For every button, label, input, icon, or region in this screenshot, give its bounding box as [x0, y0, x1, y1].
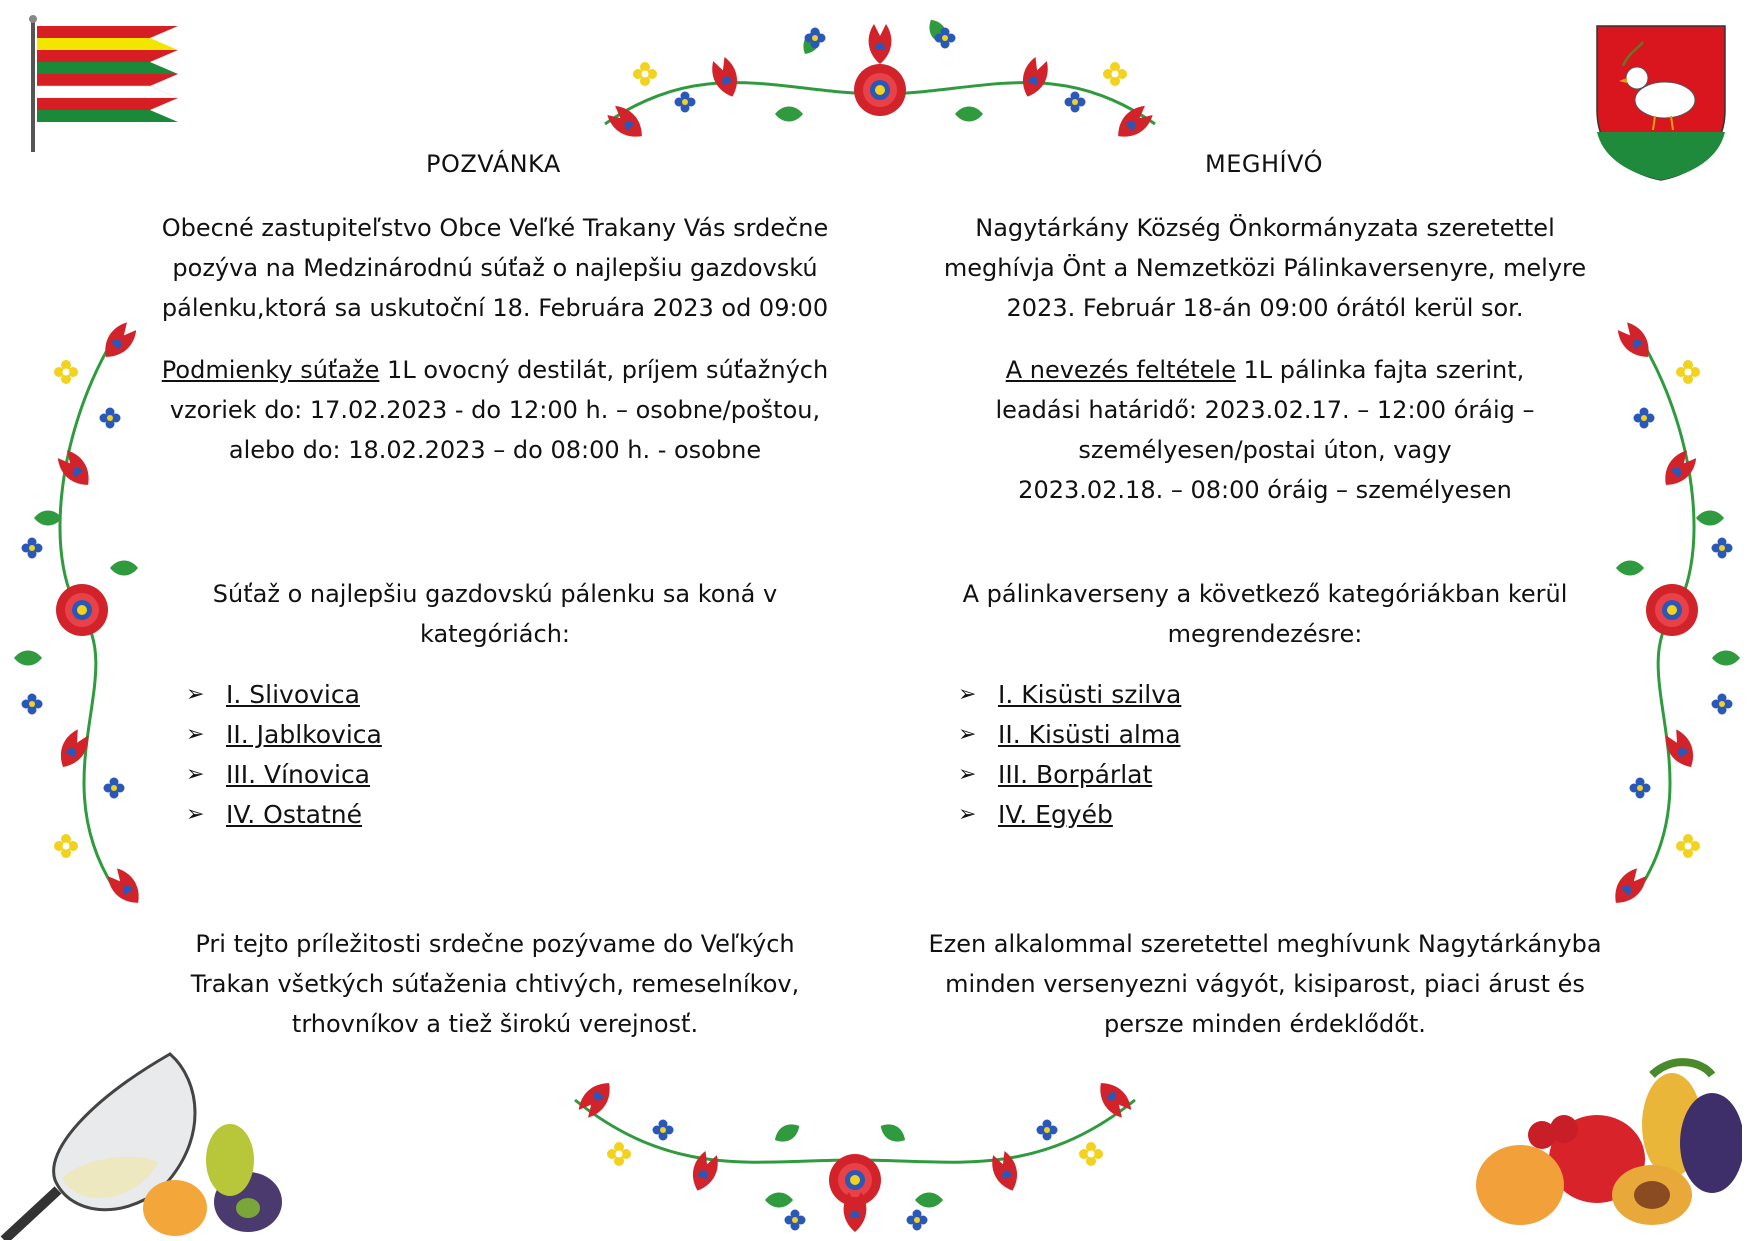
- right-closing-line: Ezen alkalommal szeretettel meghívunk Nagytárkányba: [928, 930, 1602, 958]
- left-category-intro: [120, 574, 870, 654]
- list-item: [958, 715, 1181, 755]
- category-label: II. Kisüsti alma: [998, 720, 1181, 749]
- right-category-intro-line: A pálinkaverseny a következő kategóriákban kerül: [962, 580, 1568, 608]
- arrow-bullet-icon: ➢: [958, 722, 977, 747]
- category-label: I. Kisüsti szilva: [998, 680, 1182, 709]
- left-conditions-line: alebo do: 18.02.2023 – do 08:00 h. - osobne: [228, 436, 762, 464]
- left-intro-line: Obecné zastupiteľstvo Obce Veľké Trakany Vás srdečne: [161, 214, 829, 242]
- arrow-bullet-icon: ➢: [958, 802, 977, 827]
- coat-of-arms-icon: [1593, 22, 1729, 182]
- right-conditions-line: 2023.02.18. – 08:00 óráig – személyesen: [1018, 476, 1512, 504]
- list-item: [186, 755, 382, 795]
- left-intro: [120, 208, 870, 328]
- right-conditions-line: leadási határidő: 2023.02.17. – 12:00 óráig –: [995, 396, 1535, 424]
- category-label: III. Vínovica: [226, 760, 371, 789]
- left-conditions-line: vzoriek do: 17.02.2023 - do 12:00 h. – osobne/poštou,: [169, 396, 821, 424]
- arrow-bullet-icon: ➢: [186, 762, 205, 787]
- left-closing-line: Trakan všetkých súťaženia chtivých, remeselníkov,: [190, 970, 800, 998]
- right-intro-line: 2023. Február 18-án 09:00 órától kerül sor.: [1006, 294, 1524, 322]
- list-item: [186, 795, 382, 835]
- left-category-list: [186, 675, 382, 835]
- left-category-intro-line: kategóriách:: [419, 620, 570, 648]
- folk-flower-ornament-top: [585, 14, 1175, 156]
- right-conditions: [900, 350, 1630, 510]
- list-item: [958, 755, 1181, 795]
- arrow-bullet-icon: ➢: [186, 682, 205, 707]
- arrow-bullet-icon: ➢: [958, 682, 977, 707]
- folk-flower-ornament-bottom: [555, 1070, 1155, 1235]
- left-title: POZVÁNKA: [426, 150, 561, 178]
- left-conditions-text: 1L ovocný destilát, príjem súťažných: [379, 356, 829, 384]
- right-closing: [900, 924, 1630, 1044]
- list-item: [186, 715, 382, 755]
- right-intro-line: Nagytárkány Község Önkormányzata szeretettel: [975, 214, 1555, 242]
- right-category-list: [958, 675, 1181, 835]
- left-intro-line: pálenku,ktorá sa uskutoční 18. Februára 2023 od 09:00: [161, 294, 829, 322]
- fruit-basket-icon: [1472, 1055, 1742, 1235]
- right-closing-line: persze minden érdeklődőt.: [1104, 1010, 1426, 1038]
- left-closing-line: Pri tejto príležitosti srdečne pozývame do Veľkých: [195, 930, 795, 958]
- list-item: [958, 795, 1181, 835]
- left-conditions-label: Podmienky súťaže: [161, 356, 380, 384]
- right-title: MEGHÍVÓ: [1205, 150, 1323, 178]
- category-label: IV. Ostatné: [226, 800, 362, 829]
- list-item: [186, 675, 382, 715]
- list-item: [958, 675, 1181, 715]
- left-conditions: [120, 350, 870, 470]
- right-intro: [900, 208, 1630, 328]
- arrow-bullet-icon: ➢: [186, 722, 205, 747]
- category-label: IV. Egyéb: [998, 800, 1113, 829]
- right-closing-line: minden versenyezni vágyót, kisiparost, piaci árust és: [945, 970, 1585, 998]
- right-conditions-label: A nevezés feltétele: [1005, 356, 1236, 384]
- arrow-bullet-icon: ➢: [186, 802, 205, 827]
- left-closing-line: trhovníkov a tiež širokú verejnosť.: [291, 1010, 699, 1038]
- category-label: I. Slivovica: [226, 680, 360, 709]
- left-category-intro-line: Súťaž o najlepšiu gazdovskú pálenku sa koná v: [212, 580, 778, 608]
- right-category-intro: [900, 574, 1630, 654]
- right-category-intro-line: megrendezésre:: [1167, 620, 1363, 648]
- left-closing: [120, 924, 870, 1044]
- village-flag-icon: [28, 14, 188, 154]
- right-conditions-text: 1L pálinka fajta szerint,: [1235, 356, 1525, 384]
- brandy-glass-icon: [0, 1050, 290, 1240]
- right-conditions-line: személyesen/postai úton, vagy: [1078, 436, 1452, 464]
- arrow-bullet-icon: ➢: [958, 762, 977, 787]
- category-label: II. Jablkovica: [226, 720, 382, 749]
- left-intro-line: pozýva na Medzinárodnú súťaž o najlepšiu gazdovskú: [172, 254, 818, 282]
- category-label: III. Borpárlat: [998, 760, 1153, 789]
- right-intro-line: meghívja Önt a Nemzetközi Pálinkaversenyre, melyre: [943, 254, 1587, 282]
